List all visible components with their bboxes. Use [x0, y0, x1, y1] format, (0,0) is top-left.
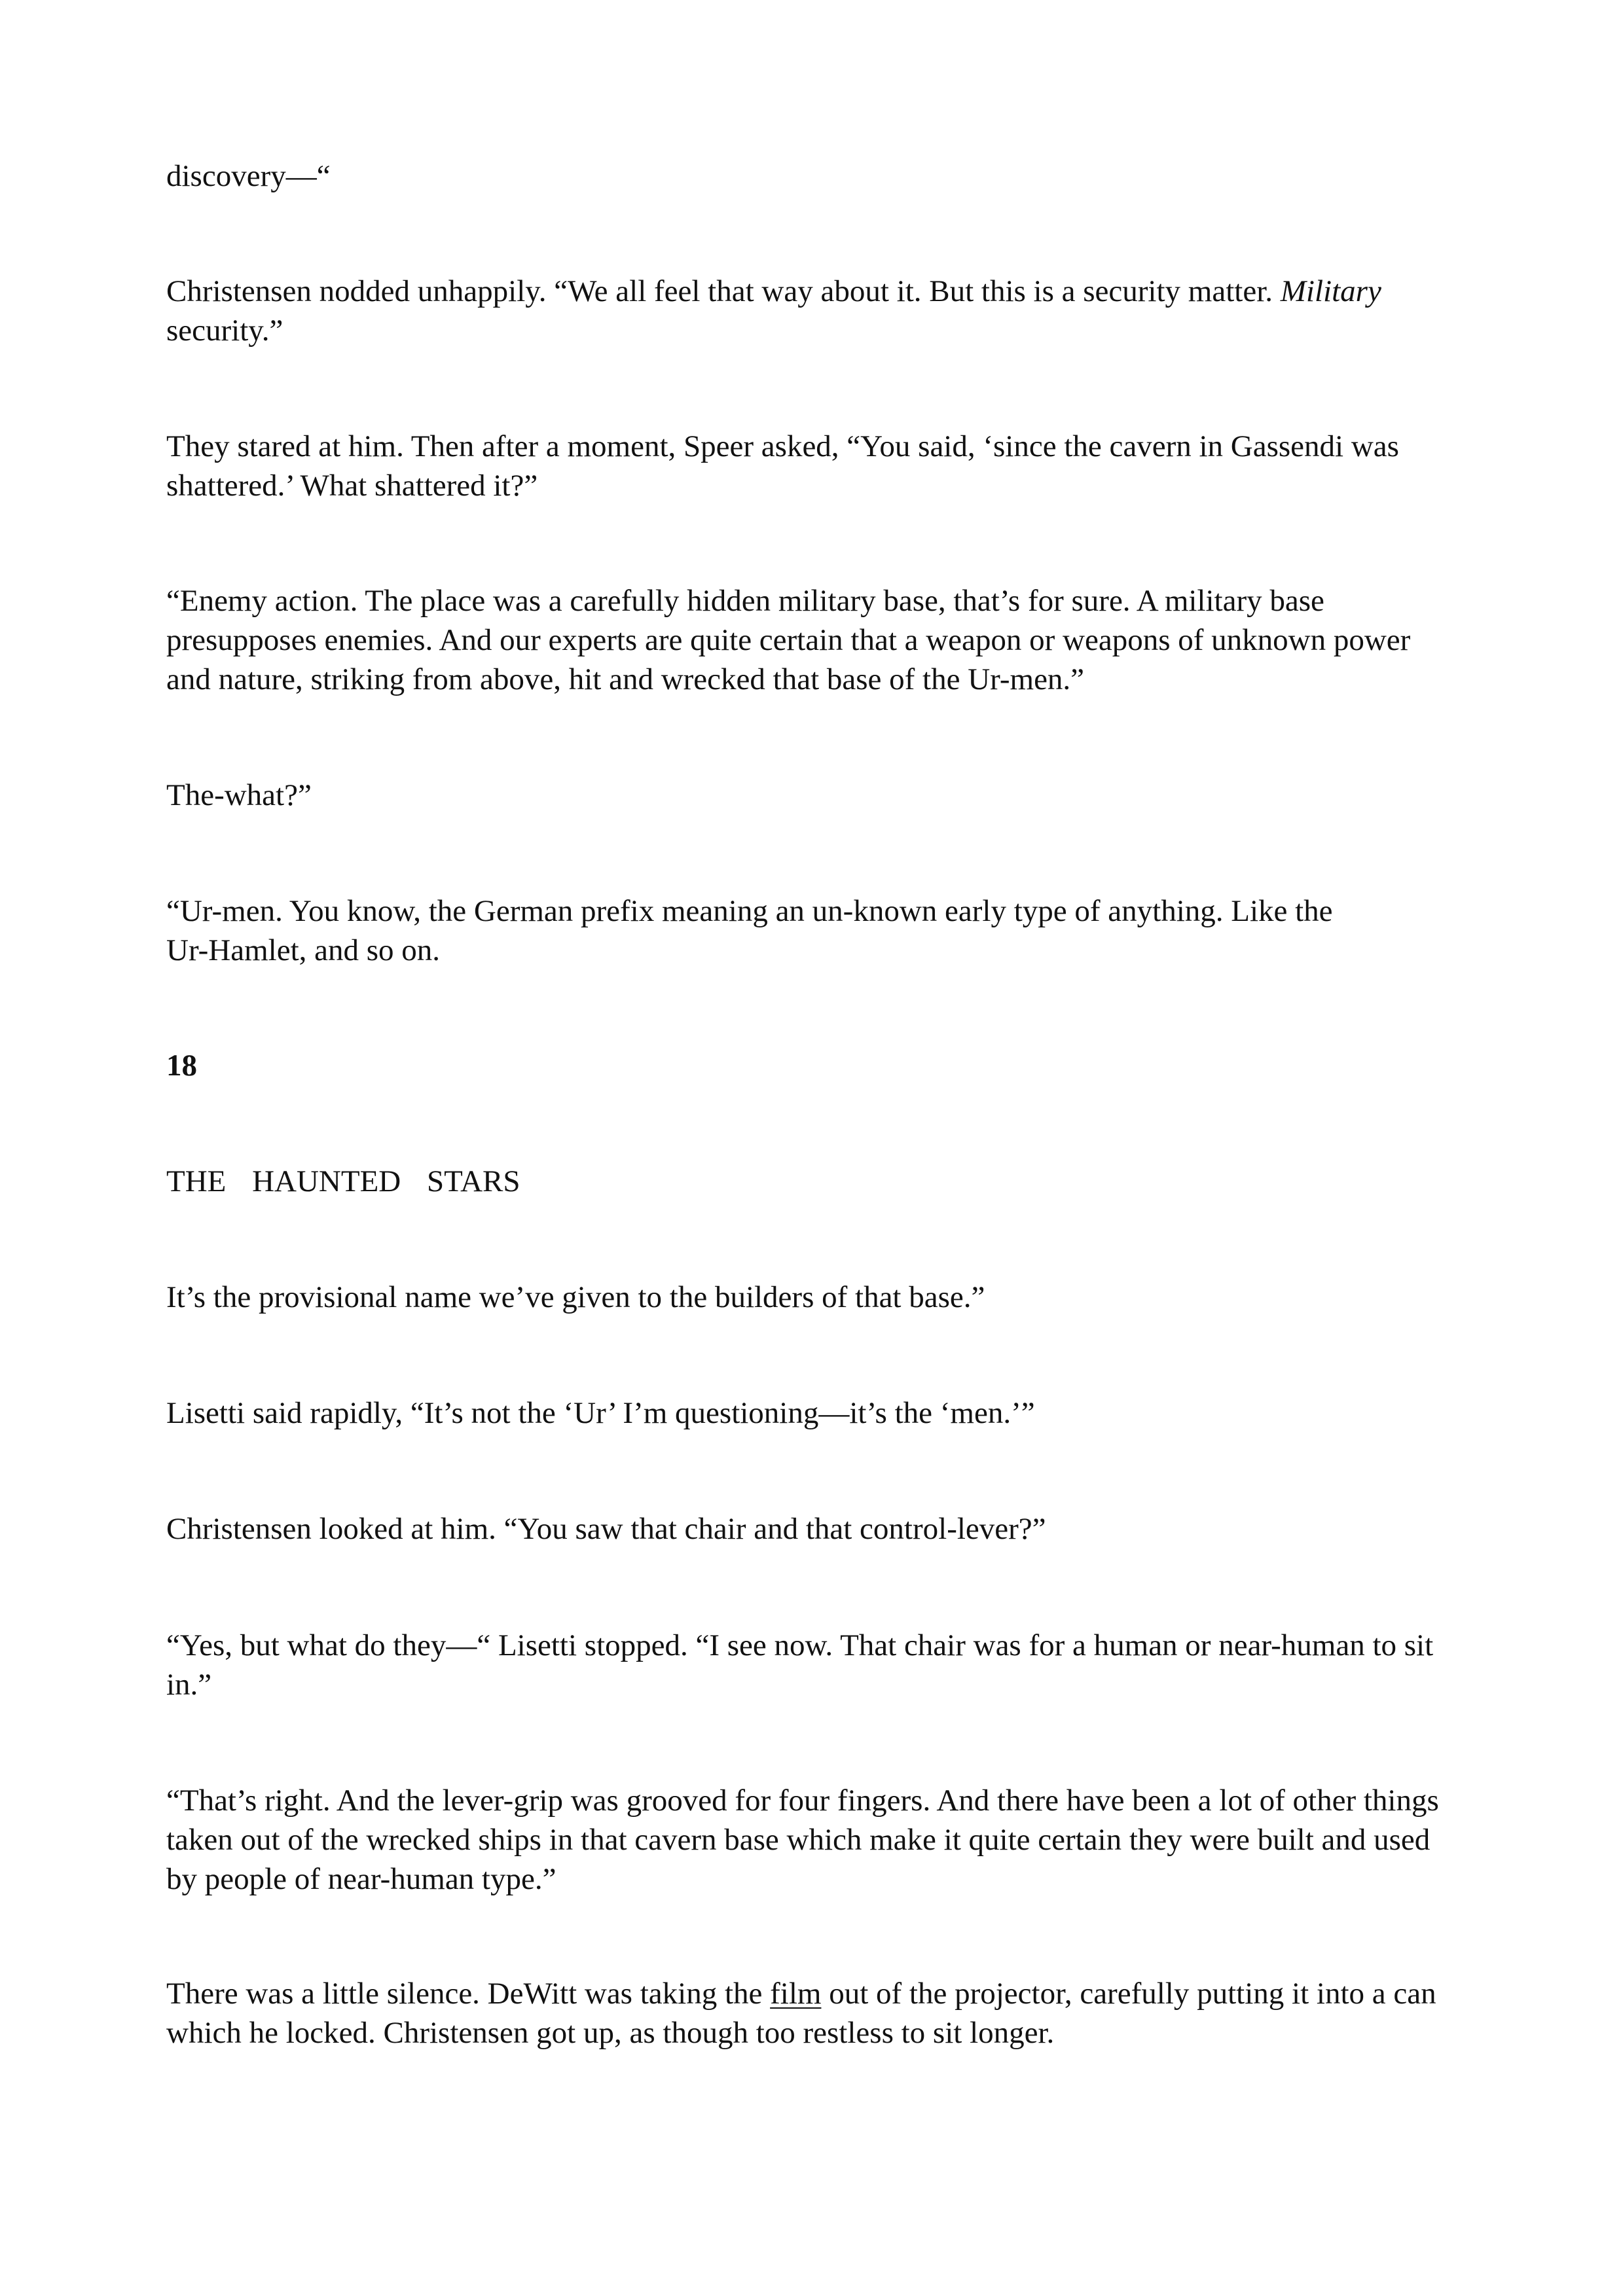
line: taken out of the wrecked ships in that cavern base which make it quite certain they were built and used	[166, 1823, 1431, 1857]
paragraph-13	[166, 1781, 1469, 1899]
line: and nature, striking from above, hit and wrecked that base of the Ur-men.”	[166, 662, 1085, 696]
paragraph-2	[166, 272, 1469, 350]
paragraph-1	[166, 156, 1469, 196]
line: which he locked. Christensen got up, as though too restless to sit longer.	[166, 2016, 1055, 2050]
line	[166, 1974, 1469, 2013]
line: 18	[166, 1049, 197, 1083]
underlined-word: film	[770, 1977, 822, 2011]
line: Ur-Hamlet, and so on.	[166, 933, 441, 967]
line: presupposes enemies. And our experts are quite certain that a weapon or weapons of unknown power	[166, 623, 1411, 657]
line: in.”	[166, 1668, 212, 1702]
line-text: out of the projector, carefully putting it into a can	[829, 1977, 1436, 2011]
line-text: Christensen nodded unhappily. “We all feel that way about it. But this is a security matter.	[166, 274, 1273, 308]
running-head	[166, 1162, 1469, 1201]
line: THE HAUNTED STARS	[166, 1164, 520, 1198]
line: “Ur-men. You know, the German prefix meaning an un-known early type of anything. Like the	[166, 894, 1333, 928]
paragraph-6	[166, 891, 1469, 970]
paragraph-3	[166, 427, 1469, 505]
line: They stared at him. Then after a moment, Speer asked, “You said, ‘since the cavern in Gassendi was	[166, 429, 1399, 463]
paragraph-12	[166, 1626, 1469, 1704]
line: security.”	[166, 314, 283, 348]
line-text: There was a little silence. DeWitt was taking the	[166, 1977, 763, 2011]
line: “That’s right. And the lever-grip was grooved for four fingers. And there have been a lot of other things	[166, 1784, 1439, 1818]
line: Christensen looked at him. “You saw that chair and that control-lever?”	[166, 1512, 1046, 1546]
paragraph-5	[166, 776, 1469, 815]
line	[166, 272, 1469, 311]
line: “Yes, but what do they—“ Lisetti stopped. “I see now. That chair was for a human or near-human to sit	[166, 1628, 1434, 1662]
line: Lisetti said rapidly, “It’s not the ‘Ur’ I’m questioning—it’s the ‘men.’”	[166, 1396, 1035, 1430]
line: by people of near-human type.”	[166, 1862, 556, 1896]
page-number-heading	[166, 1046, 1469, 1085]
line: shattered.’ What shattered it?”	[166, 469, 538, 503]
line: “Enemy action. The place was a carefully hidden military base, that’s for sure. A military base	[166, 584, 1324, 618]
italic-word: Military	[1280, 274, 1381, 308]
paragraph-10	[166, 1393, 1469, 1433]
paragraph-14	[166, 1974, 1469, 2053]
line: The-what?”	[166, 778, 312, 812]
paragraph-4	[166, 581, 1469, 699]
line: It’s the provisional name we’ve given to the builders of that base.”	[166, 1280, 985, 1314]
paragraph-9	[166, 1278, 1469, 1317]
paragraph-11	[166, 1509, 1469, 1549]
line: discovery—“	[166, 159, 331, 193]
